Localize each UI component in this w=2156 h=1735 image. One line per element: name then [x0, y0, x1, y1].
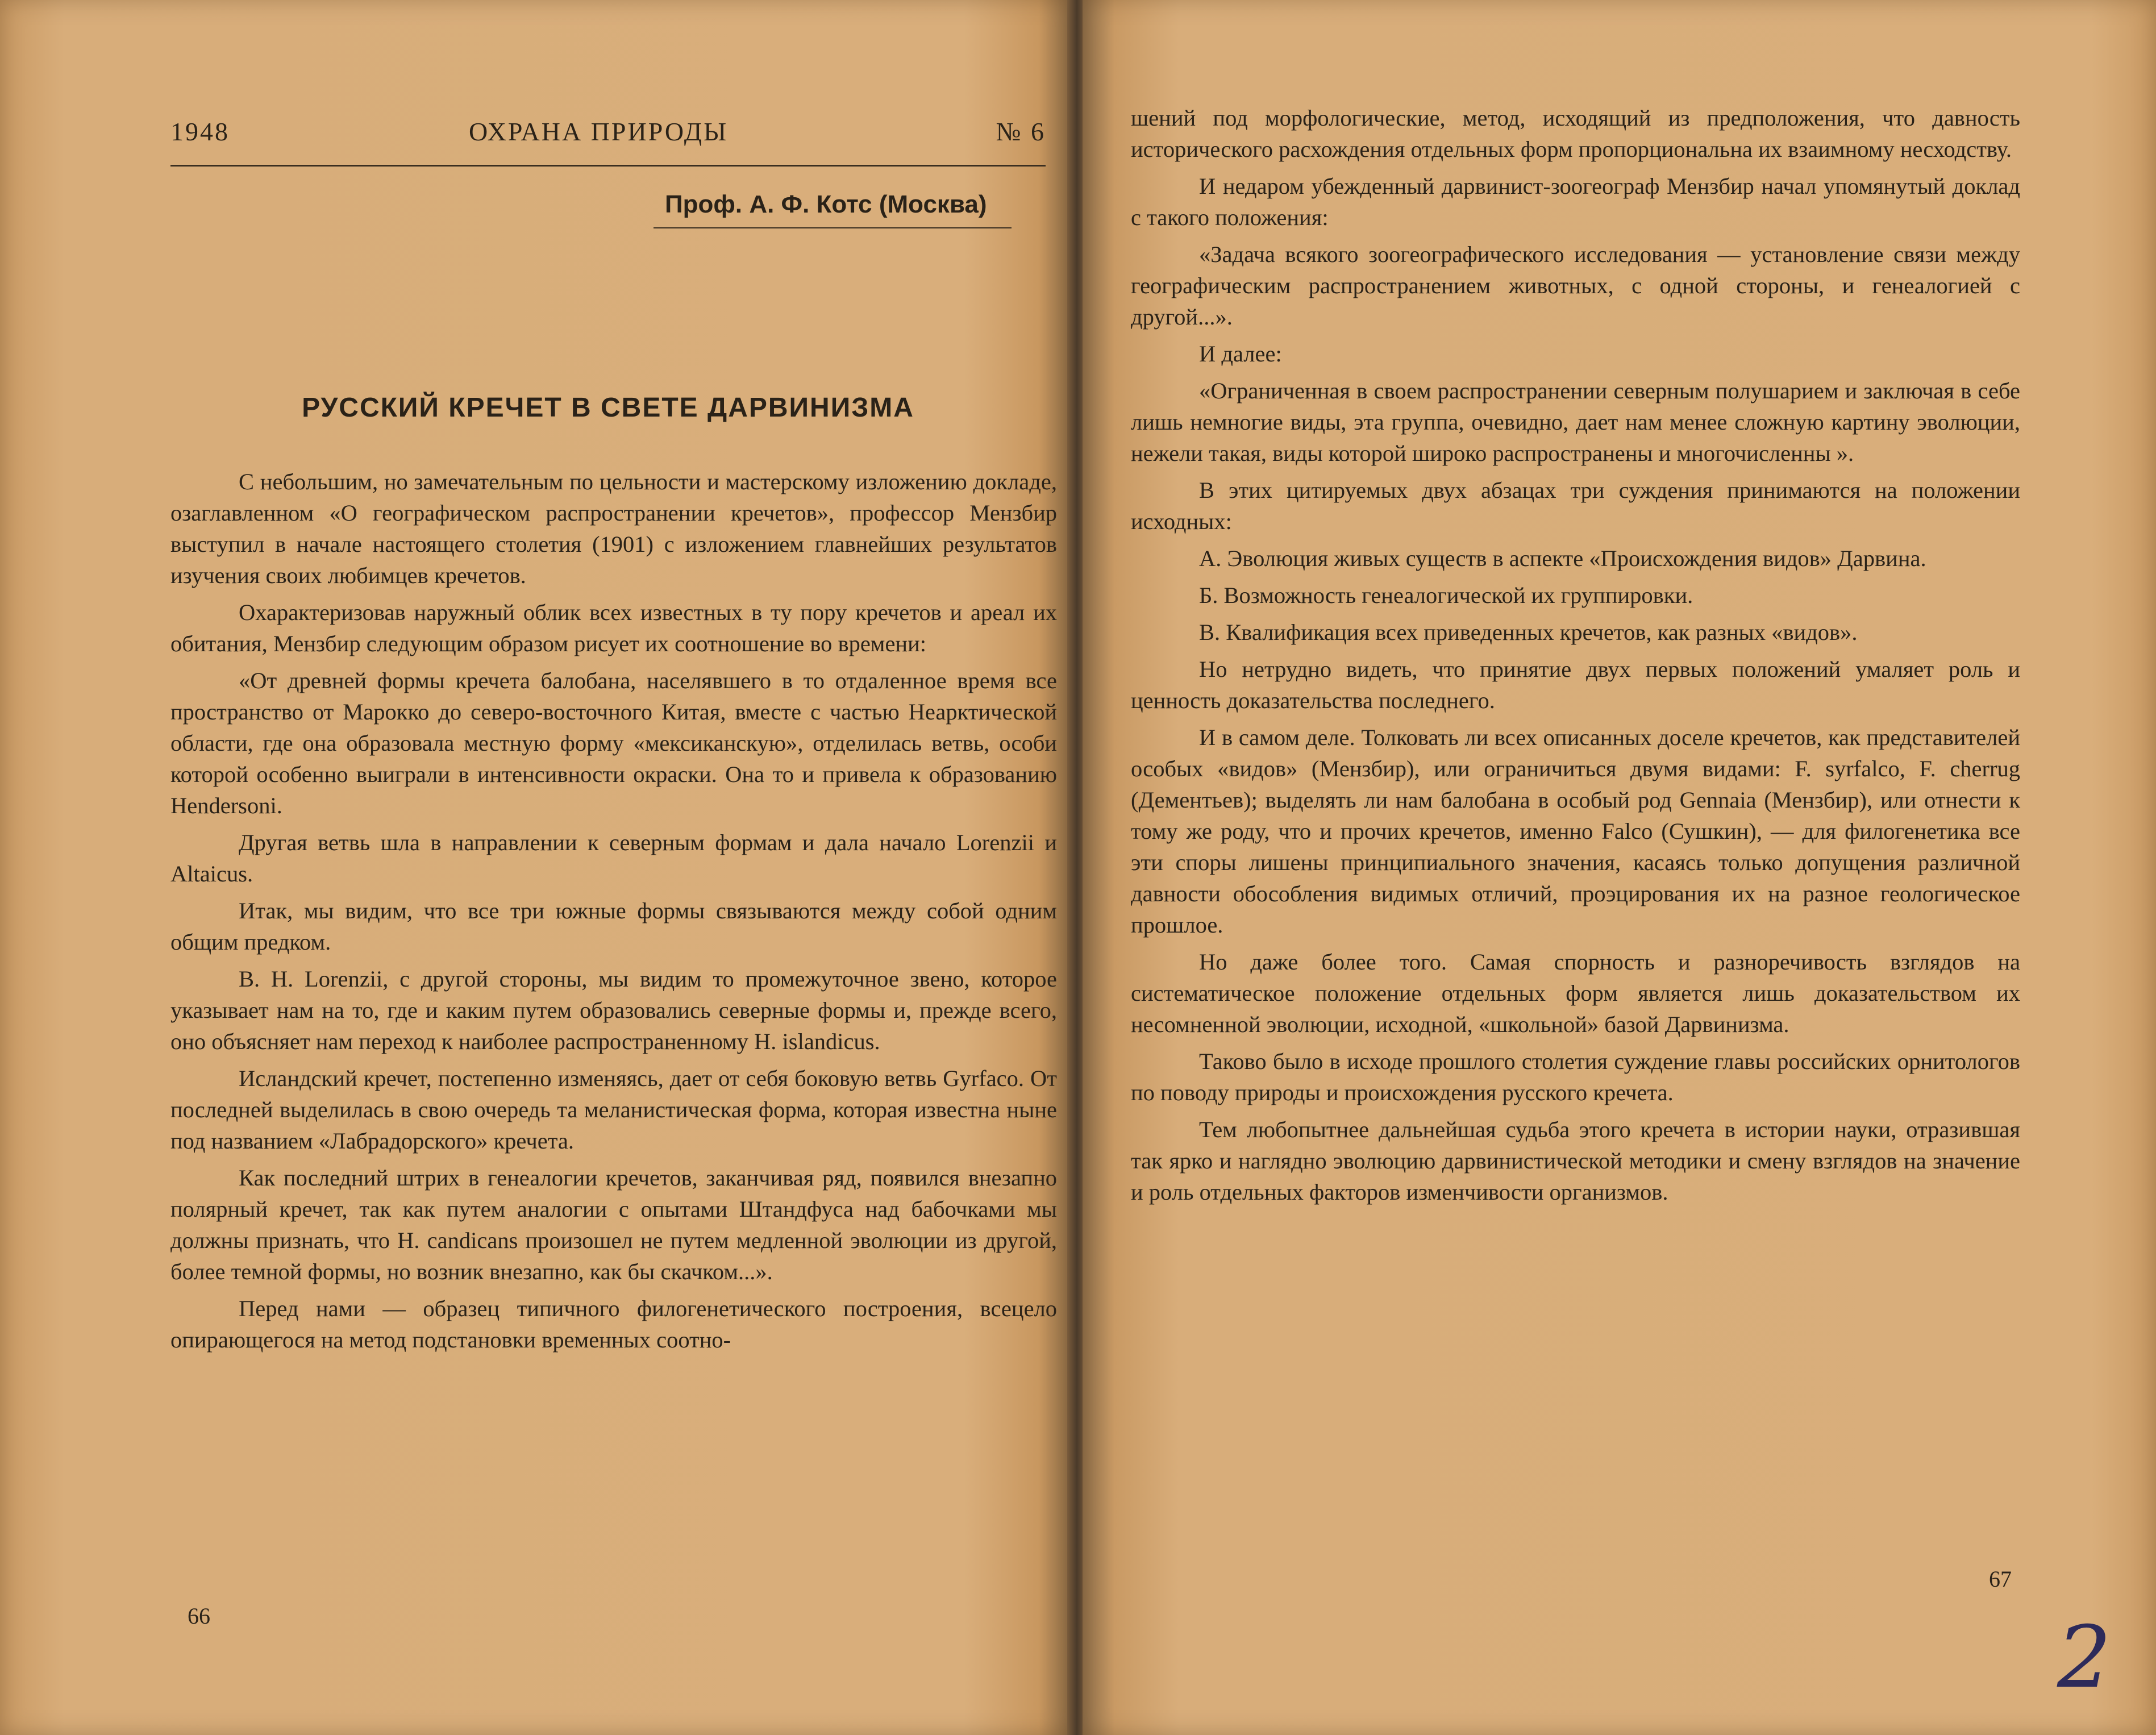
- article-author: Проф. А. Ф. Котс (Москва): [665, 190, 987, 218]
- paragraph: Исландский кречет, постепенно изменяясь, дает от себя боковую ветвь Gyrfaco. От последней выделилась в свою очередь та меланистическая форма, которая известна ныне под названием «Лабрадорского» кречета.: [170, 1066, 1057, 1154]
- header-year: 1948: [170, 117, 230, 146]
- left-page: [0, 0, 1071, 1735]
- paragraph: «Ограниченная в своем распространении северным полушарием и заключая в себе лишь немногие виды, эта группа, очевидно, дает нам менее сложную картину эволюции, нежели такая, виды которой широко распространены и многочисленны ».: [1131, 378, 2020, 466]
- paragraph: С небольшим, но замечательным по цельности и мастерскому изложению докладе, озаглавленном «О географическом распространении кречетов», профессор Мензбир выступил в начале настоящего столетия (1901) с изложением главнейших результатов изучения своих любимцев кречетов.: [170, 469, 1057, 588]
- paragraph: В этих цитируемых двух абзацах три суждения принимаются на положении исходных:: [1131, 477, 2020, 534]
- header-rule: [170, 165, 1046, 167]
- paragraph: В. Квалификация всех приведенных кречетов, как разных «видов».: [1199, 619, 1858, 645]
- paragraph: Но нетрудно видеть, что принятие двух первых положений умаляет роль и ценность доказательства последнего.: [1131, 656, 2020, 713]
- paragraph: И недаром убежденный дарвинист-зоогеограф Мензбир начал упомянутый доклад с такого положения:: [1131, 173, 2020, 230]
- author-rule: [654, 227, 1012, 228]
- right-page-body: [1131, 102, 2020, 1213]
- paragraph: И в самом деле. Толковать ли всех описанных доселе кречетов, как представителей особых «видов» (Мензбир), или ограничиться двумя видами: F. syrfalco, F. cherrug (Дементьев); выделять ли нам балобана в особый род Gennaia (Мензбир), или отнести к тому же роду, что и прочих кречетов, именно Falco (Сушкин), — для филогенетика все эти споры лишены принципиального значения, касаясь только допущения различной давности обособления видимых отличий, проэцирования их на разное геологическое прошлое.: [1131, 725, 2020, 938]
- paragraph: И далее:: [1199, 341, 1282, 367]
- paragraph: «Задача всякого зоогеографического исследования — установление связи между географическим распространением животных, с одной стороны, и генеалогией с другой...».: [1131, 242, 2020, 330]
- paragraph: шений под морфологические, метод, исходящий из предположения, что давность исторического расхождения отдельных форм пропорциональна их взаимному несходству.: [1131, 105, 2020, 162]
- page-number-left: 66: [188, 1603, 210, 1629]
- paragraph: А. Эволюция живых существ в аспекте «Происхождения видов» Дарвина.: [1199, 546, 1926, 571]
- paragraph: Но даже более того. Самая спорность и разноречивость взглядов на систематическое положение отдельных форм является лишь доказательством их несомненной эволюции, исходной, «школьной» базой Дарвинизма.: [1131, 949, 2020, 1037]
- paragraph: В. Н. Lorenzii, с другой стороны, мы видим то промежуточное звено, которое указывает нам на то, где и каким путем образовались северные формы и, прежде всего, оно объясняет нам переход к наиболее распространенному Н. islandicus.: [170, 966, 1057, 1054]
- handwritten-mark: 2: [2057, 1608, 2112, 1707]
- paragraph: Другая ветвь шла в направлении к северным формам и дала начало Lorenzii и Altaicus.: [170, 830, 1057, 887]
- article-title: РУССКИЙ КРЕЧЕТ В СВЕТЕ ДАРВИНИЗМА: [302, 393, 914, 423]
- paragraph: Б. Возможность генеалогической их группировки.: [1199, 583, 1693, 608]
- paragraph: Таково было в исходе прошлого столетия суждение главы российских орнитологов по поводу природы и происхождения русского кречета.: [1131, 1049, 2020, 1105]
- paragraph: Итак, мы видим, что все три южные формы связываются между собой одним общим предком.: [170, 898, 1057, 955]
- page-number-right: 67: [1989, 1566, 2012, 1592]
- header-journal: ОХРАНА ПРИРОДЫ: [469, 117, 729, 146]
- running-head: [170, 117, 1046, 151]
- paragraph: Тем любопытнее дальнейшая судьба этого кречета в истории науки, отразившая так ярко и наглядно эволюцию дарвинистической методики и смену взглядов на значение и роль отдельных факторов изменчивости организмов.: [1131, 1117, 2020, 1205]
- paragraph: Перед нами — образец типичного филогенетического построения, всецело опирающегося на метод подстановки временных соотно-: [170, 1296, 1057, 1353]
- paragraph: Охарактеризовав наружный облик всех известных в ту пору кречетов и ареал их обитания, Мензбир следующим образом рисует их соотношение во времени:: [170, 600, 1057, 656]
- paragraph: «От древней формы кречета балобана, населявшего в то отдаленное время все пространство от Марокко до северо-восточного Китая, вместе с частью Неарктической области, где она образовала местную форму «мексиканскую», отделилась ветвь, особи которой особенно выиграли в интенсивности окраски. Она то и привела к образованию Hendersoni.: [170, 668, 1057, 818]
- paragraph: Как последний штрих в генеалогии кречетов, заканчивая ряд, появился внезапно полярный кречет, так как путем аналогии с опытами Штандфуса над бабочками мы должны признать, что Н. candicans произошел не путем медленной эволюции из другой, более темной формы, но возник внезапно, как бы скачком...».: [170, 1165, 1057, 1284]
- left-page-body: [170, 466, 1057, 1361]
- header-issue: № 6: [996, 117, 1046, 146]
